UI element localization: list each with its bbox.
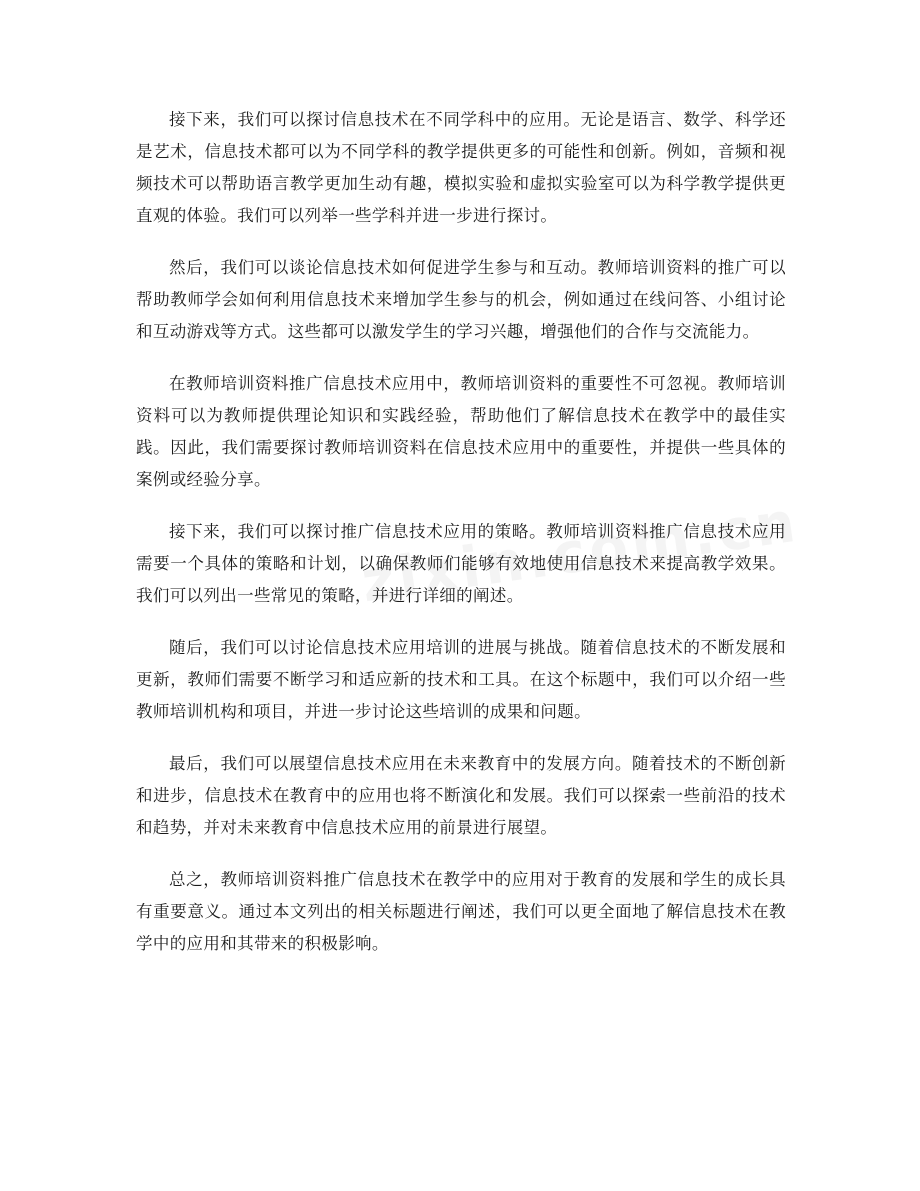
paragraph-2: 然后，我们可以谈论信息技术如何促进学生参与和互动。教师培训资料的推广可以帮助教师学会如何利用信息技术来增加学生参与的机会，例如通过在线问答、小组讨论和互动游戏等方式。这些都可以激发学生的学习兴趣，增强他们的合作与交流能力。: [136, 258, 786, 341]
paragraph-4: 接下来，我们可以探讨推广信息技术应用的策略。教师培训资料推广信息技术应用需要一个具体的策略和计划，以确保教师们能够有效地使用信息技术来提高教学效果。我们可以列出一些常见的策略，并进行详细的阐述。: [136, 522, 786, 605]
paragraph-3: 在教师培训资料推广信息技术应用中，教师培训资料的重要性不可忽视。教师培训资料可以为教师提供理论知识和实践经验，帮助他们了解信息技术在教学中的最佳实践。因此，我们需要探讨教师培训资料在信息技术应用中的重要性，并提供一些具体的案例或经验分享。: [136, 374, 786, 489]
paragraph-5: 随后，我们可以讨论信息技术应用培训的进展与挑战。随着信息技术的不断发展和更新，教师们需要不断学习和适应新的技术和工具。在这个标题中，我们可以介绍一些教师培训机构和项目，并进一步讨论这些培训的成果和问题。: [136, 638, 786, 721]
paragraph-6: 最后，我们可以展望信息技术应用在未来教育中的发展方向。随着技术的不断创新和进步，信息技术在教育中的应用也将不断演化和发展。我们可以探索一些前沿的技术和趋势，并对未来教育中信息技术应用的前景进行展望。: [136, 754, 786, 837]
paragraph-7: 总之，教师培训资料推广信息技术在教学中的应用对于教育的发展和学生的成长具有重要意义。通过本文列出的相关标题进行阐述，我们可以更全面地了解信息技术在教学中的应用和其带来的积极影响。: [136, 870, 786, 953]
document-body: [136, 104, 786, 980]
paragraph-1: 接下来，我们可以探讨信息技术在不同学科中的应用。无论是语言、数学、科学还是艺术，信息技术都可以为不同学科的教学提供更多的可能性和创新。例如，音频和视频技术可以帮助语言教学更加生动有趣，模拟实验和虚拟实验室可以为科学教学提供更直观的体验。我们可以列举一些学科并进一步进行探讨。: [136, 110, 786, 225]
